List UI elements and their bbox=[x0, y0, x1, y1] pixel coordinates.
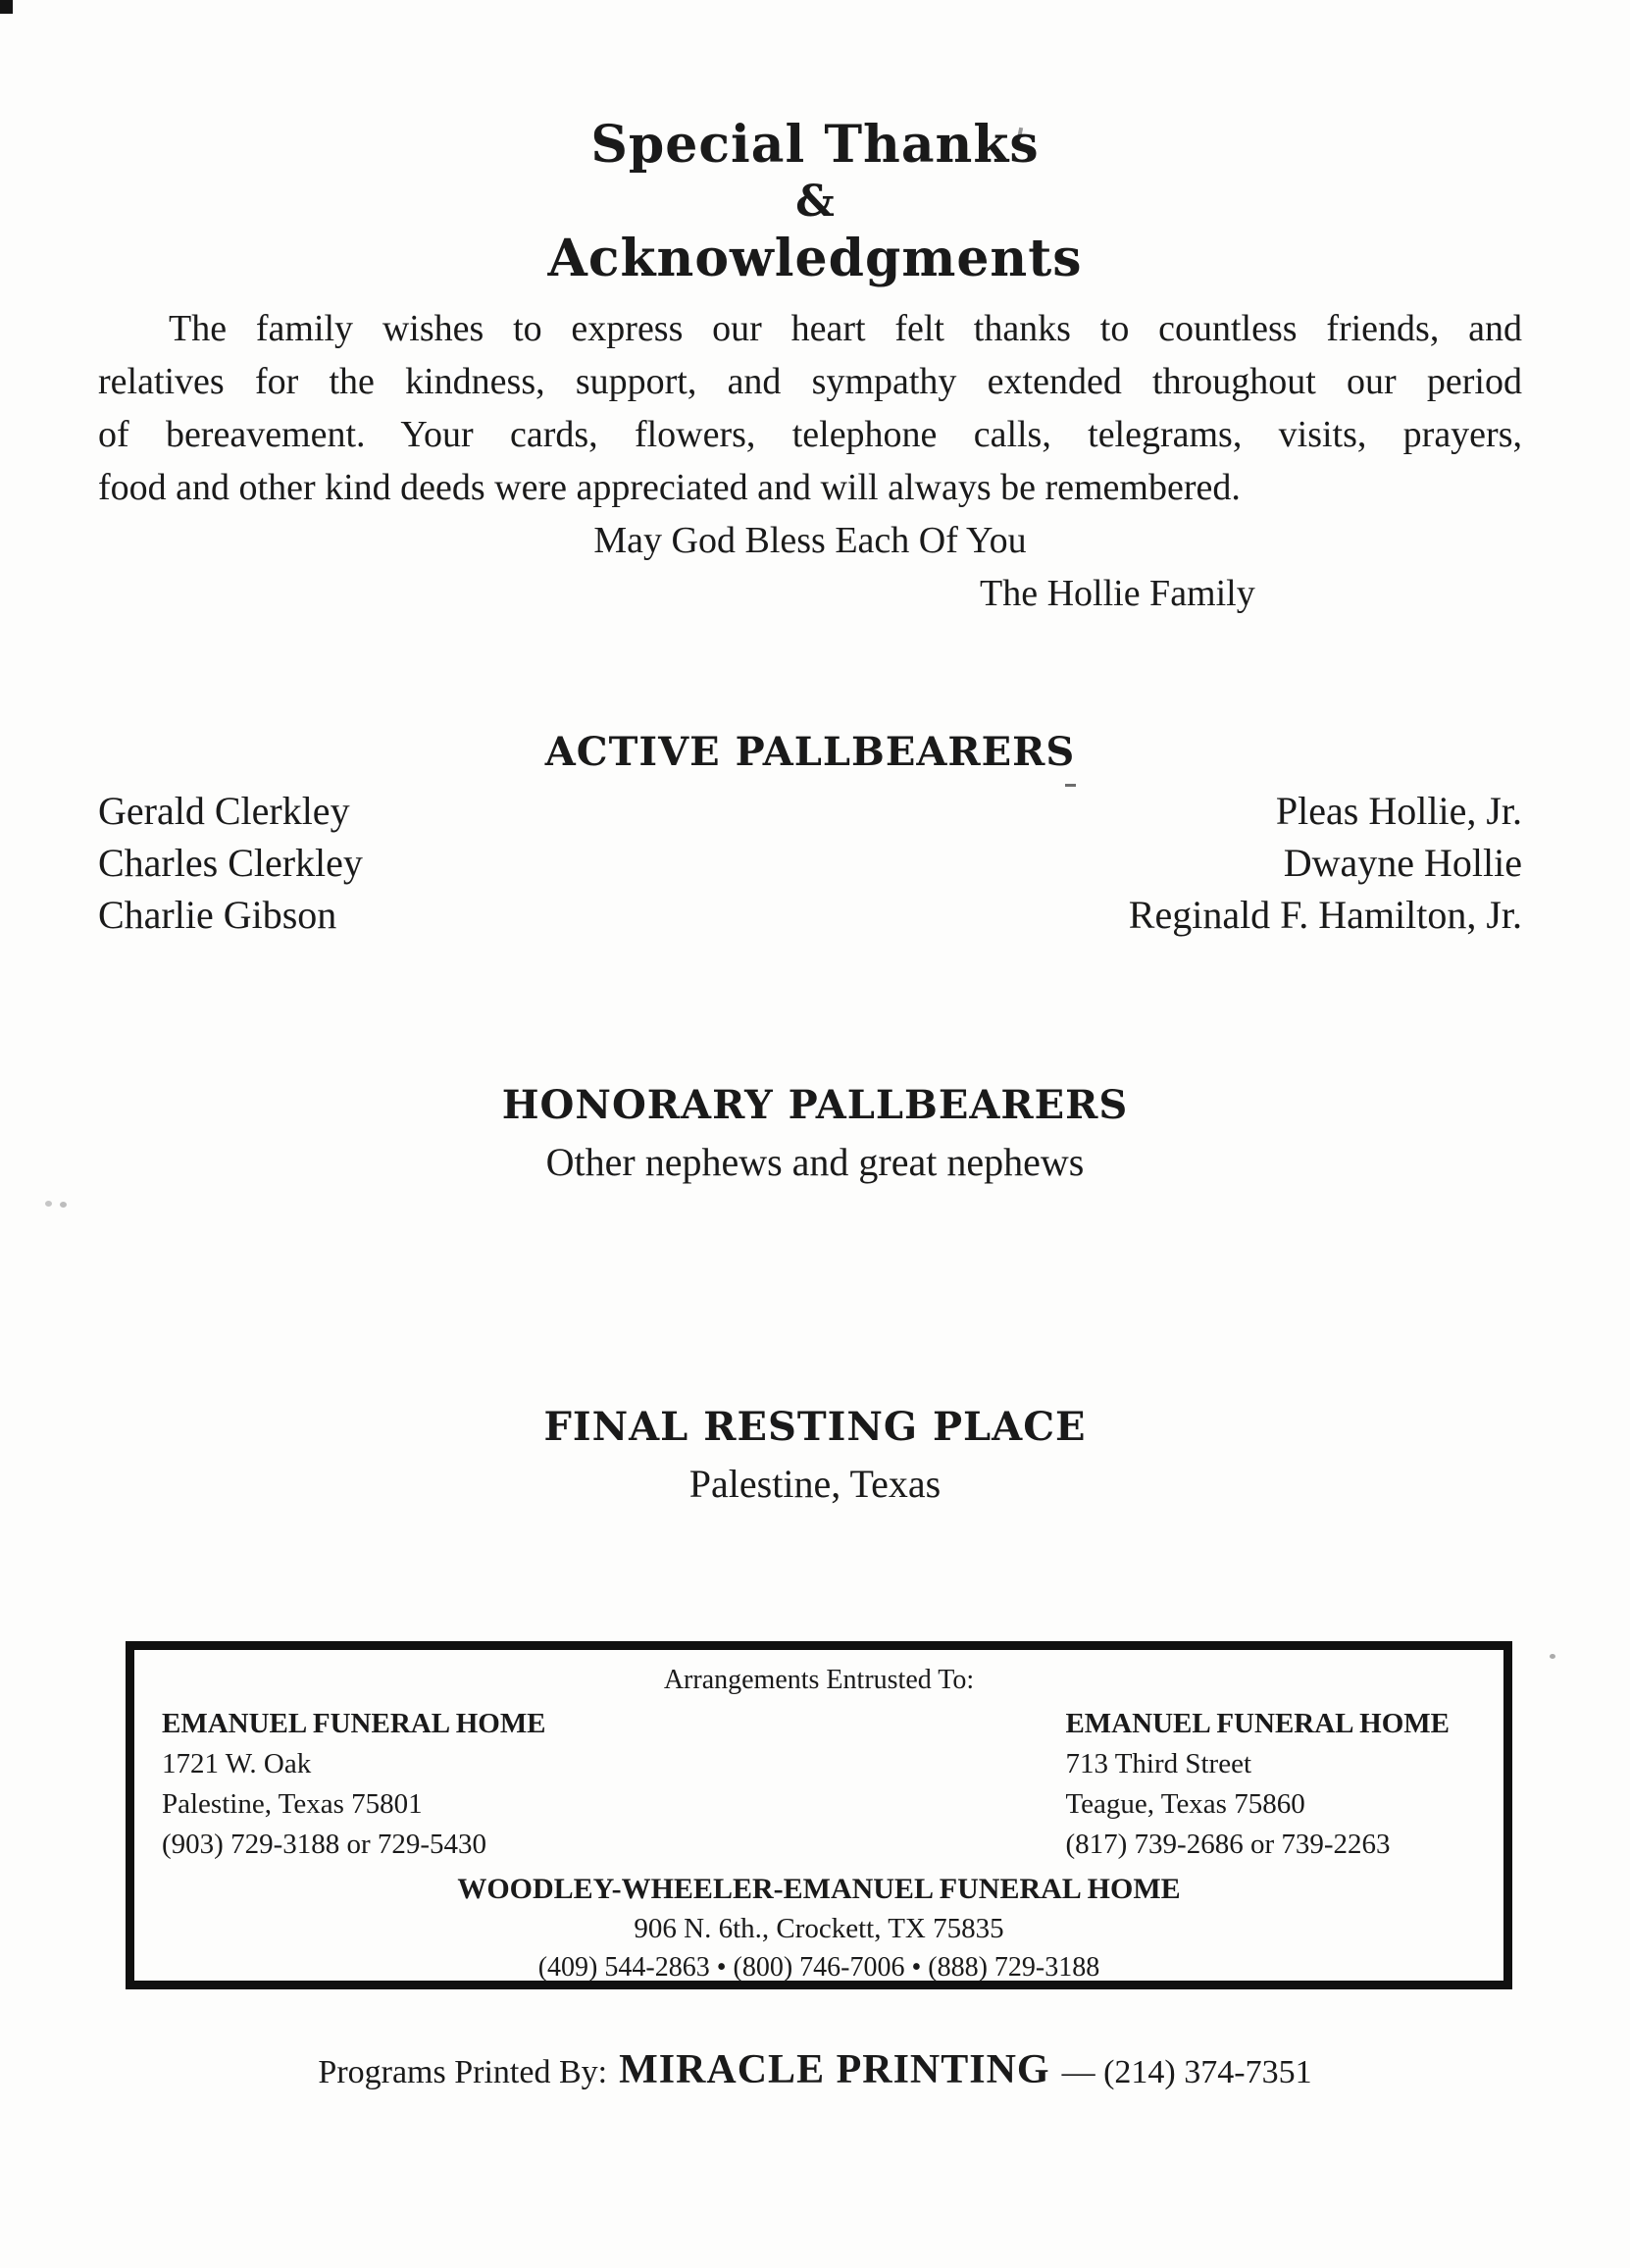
family-signature: The Hollie Family bbox=[980, 573, 1255, 614]
scan-artifact-corner bbox=[0, 0, 13, 14]
funeral-home-name: EMANUEL FUNERAL HOME bbox=[1065, 1708, 1450, 1739]
page-title bbox=[0, 114, 1630, 290]
funeral-home-phone: (817) 739-2686 or 739-2263 bbox=[1065, 1829, 1391, 1860]
funeral-home-name: WOODLEY-WHEELER-EMANUEL FUNERAL HOME bbox=[457, 1873, 1181, 1905]
final-resting-place-location: Palestine, Texas bbox=[688, 1462, 942, 1506]
funeral-home-address: Teague, Texas 75860 bbox=[1065, 1788, 1305, 1820]
title-special-thanks: Special Thanks bbox=[590, 115, 1040, 175]
active-pallbearers-columns bbox=[98, 785, 1522, 941]
acknowledgment-line: The family wishes to express our heart felt thanks to countless friends, and bbox=[169, 308, 1522, 349]
active-pallbearers-heading: ACTIVE PALLBEARERS bbox=[544, 729, 1076, 775]
scan-artifact-dots bbox=[45, 1201, 52, 1207]
acknowledgment-line: of bereavement. Your cards, flowers, telephone calls, telegrams, visits, prayers, bbox=[98, 414, 1522, 455]
printer-credit-prefix: Programs Printed By: bbox=[318, 2054, 608, 2090]
printer-name: MIRACLE PRINTING bbox=[619, 2047, 1050, 2092]
pallbearer-name: Dwayne Hollie bbox=[1283, 841, 1522, 885]
arrangements-box bbox=[126, 1641, 1512, 1989]
final-resting-place-heading: FINAL RESTING PLACE bbox=[543, 1404, 1087, 1450]
final-resting-place-section bbox=[0, 1403, 1630, 1509]
blessing-line: May God Bless Each Of You bbox=[593, 520, 1027, 561]
printer-phone: — (214) 374-7351 bbox=[1061, 2054, 1312, 2090]
title-acknowledgments: Acknowledgments bbox=[547, 229, 1083, 288]
arrangements-heading: Arrangements Entrusted To: bbox=[663, 1665, 975, 1695]
honorary-pallbearers-heading: HONORARY PALLBEARERS bbox=[501, 1082, 1129, 1128]
pallbearer-name: Charles Clerkley bbox=[98, 841, 363, 885]
pallbearer-name: Charlie Gibson bbox=[98, 893, 337, 937]
pallbearer-name: Reginald F. Hamilton, Jr. bbox=[1128, 893, 1522, 937]
pallbearers-left-column bbox=[98, 785, 363, 941]
funeral-home-address: 713 Third Street bbox=[1065, 1748, 1252, 1779]
funeral-home-address: 1721 W. Oak bbox=[162, 1748, 312, 1779]
printer-credit bbox=[0, 2046, 1630, 2093]
scan-artifact-dot bbox=[1550, 1654, 1555, 1659]
pallbearer-name: Pleas Hollie, Jr. bbox=[1275, 789, 1522, 833]
acknowledgment-line: relatives for the kindness, support, and sympathy extended throughout our period bbox=[98, 361, 1522, 402]
funeral-home-teague bbox=[1065, 1704, 1450, 1865]
funeral-home-phone: (903) 729-3188 or 729-5430 bbox=[162, 1829, 487, 1860]
acknowledgment-section bbox=[98, 302, 1522, 620]
arrangements-columns bbox=[134, 1704, 1503, 1865]
title-ampersand: & bbox=[795, 177, 835, 227]
funeral-home-phone: (409) 544-2863 • (800) 746-7006 • (888) 729-3188 bbox=[537, 1952, 1100, 1983]
funeral-home-crockett bbox=[134, 1870, 1503, 1987]
honorary-pallbearers-note: Other nephews and great nephews bbox=[545, 1140, 1085, 1184]
funeral-home-address: Palestine, Texas 75801 bbox=[162, 1788, 423, 1820]
funeral-home-name: EMANUEL FUNERAL HOME bbox=[162, 1708, 546, 1739]
pallbearer-name: Gerald Clerkley bbox=[98, 789, 350, 833]
active-pallbearers-section bbox=[98, 728, 1522, 941]
funeral-home-palestine bbox=[162, 1704, 546, 1865]
acknowledgment-line: food and other kind deeds were appreciated and will always be remembered. bbox=[98, 467, 1241, 508]
pallbearers-right-column bbox=[1129, 785, 1522, 941]
honorary-pallbearers-section bbox=[0, 1081, 1630, 1187]
funeral-home-address: 906 N. 6th., Crockett, TX 75835 bbox=[634, 1913, 1004, 1944]
